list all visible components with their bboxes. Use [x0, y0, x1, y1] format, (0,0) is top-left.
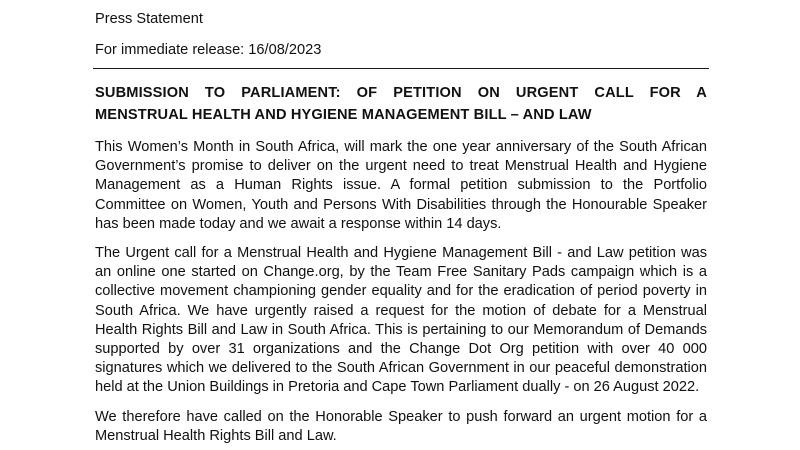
release-date: For immediate release: 16/08/2023 [95, 42, 322, 58]
header-divider [93, 68, 709, 69]
title-line-2: MENSTRUAL HEALTH AND HYGIENE MANAGEMENT BILL – AND LAW [95, 107, 592, 123]
document-label: Press Statement [95, 11, 203, 27]
body-paragraph-1: This Women’s Month in South Africa, will mark the one year anniversary of the South African Government’s promise to deliver on the urgent need to treat Menstrual Health and Hygiene Management as a Human Rights issue. A formal petition submission to the Portfolio Committee on Women, Youth and Persons With Disabilities through the Honourable Speaker has been made today and we await a response within 14 days. [95, 139, 707, 232]
body-paragraph-3: We therefore have called on the Honorable Speaker to push forward an urgent motion for a Menstrual Health Rights Bill and Law. [95, 408, 707, 444]
title-line-1: SUBMISSION TO PARLIAMENT: OF PETITION ON URGENT CALL FOR A [95, 85, 707, 101]
body-paragraph-2: The Urgent call for a Menstrual Health and Hygiene Management Bill - and Law petition was an online one started on Change.org, by the Team Free Sanitary Pads campaign which is a collective movement championing gender equality and for the eradication of period poverty in South Africa. We have urgently raised a request for the motion of debate for a Menstrual Health Rights Bill and Law in South Africa. This is pertaining to our Memorandum of Demands supported by over 31 organizations and the Change Dot Org petition with over 40 000 signatures which we delivered to the South African Government in our peaceful demonstration held at the Union Buildings in Pretoria and Cape Town Parliament dually - on 26 August 2022. [95, 245, 707, 396]
document-title [95, 82, 707, 126]
